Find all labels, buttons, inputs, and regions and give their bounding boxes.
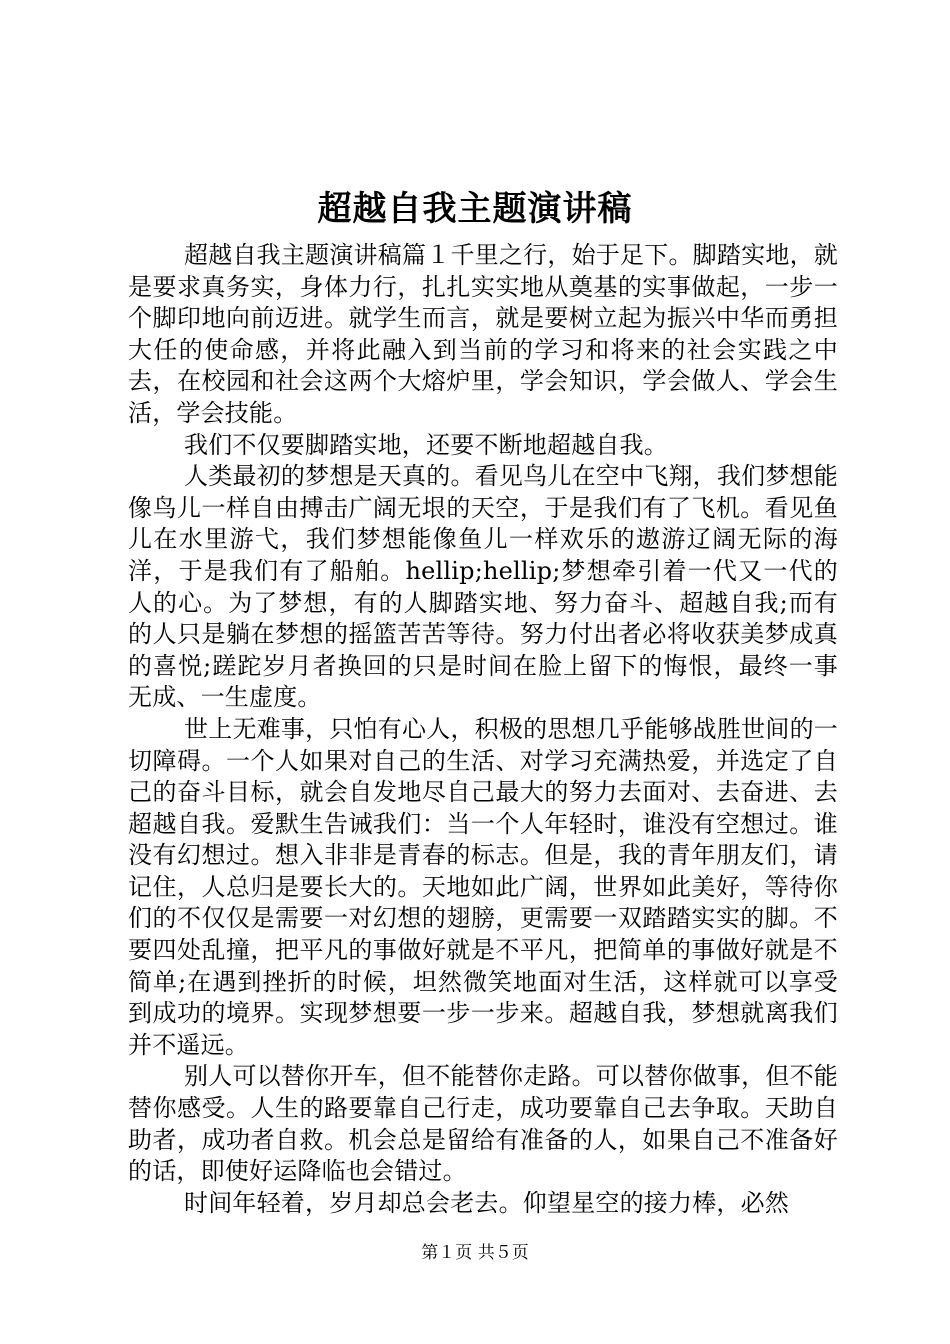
paragraph-3: 人类最初的梦想是天真的。看见鸟儿在空中飞翔，我们梦想能像鸟儿一样自由搏击广阔无垠的天空，于是我们有了飞机。看见鱼儿在水里游弋，我们梦想能像鱼儿一样欢乐的遨游辽阔无际的海洋，于是我们有了船舶。hellip;hellip;梦想牵引着一代又一代的人的心。为了梦想，有的人脚踏实地、努力奋斗、超越自我;而有的人只是躺在梦想的摇篮苦苦等待。努力付出者必将收获美梦成真的喜悦;蹉跎岁月者换回的只是时间在脸上留下的悔恨，最终一事无成、一生虚度。 <box>128 462 838 712</box>
page-number-footer: 第１页 共５页 <box>421 1243 529 1263</box>
paragraph-2: 我们不仅要脚踏实地，还要不断地超越自我。 <box>184 430 668 459</box>
paragraph-1: 超越自我主题演讲稿篇１千里之行，始于足下。脚踏实地，就是要求真务实，身体力行，扎扎实实地从奠基的实事做起，一步一个脚印地向前迈进。就学生而言，就是要树立起为振兴中华而勇担大任的使命感，并将此融入到当前的学习和将来的社会实践之中去，在校园和社会这两个大熔炉里，学会知识，学会做人、学会生活，学会技能。 <box>128 241 838 427</box>
paragraph-4: 世上无难事，只怕有心人，积极的思想几乎能够战胜世间的一切障碍。一个人如果对自己的生活、对学习充满热爱，并选定了自己的奋斗目标，就会自发地尽自己最大的努力去面对、去奋进、去超越自我。爱默生告诫我们：当一个人年轻时，谁没有空想过。谁没有幻想过。想入非非是青春的标志。但是，我的青年朋友们，请记住，人总归是要长大的。天地如此广阔，世界如此美好，等待你们的不仅仅是需要一对幻想的翅膀，更需要一双踏踏实实的脚。不要四处乱撞，把平凡的事做好就是不平凡，把简单的事做好就是不简单;在遇到挫折的时候，坦然微笑地面对生活，这样就可以享受到成功的境界。实现梦想要一步一步来。超越自我，梦想就离我们并不遥远。 <box>128 714 838 1059</box>
paragraph-6: 时间年轻着，岁月却总会老去。仰望星空的接力棒，必然 <box>184 1188 789 1217</box>
paragraph-5: 别人可以替你开车，但不能替你走路。可以替你做事，但不能替你感受。人生的路要靠自己行走，成功要靠自己去争取。天助自助者，成功者自救。机会总是留给有准备的人，如果自己不准备好的话，即使好运降临也会错过。 <box>128 1062 838 1186</box>
document-title: 超越自我主题演讲稿 <box>317 189 633 229</box>
document-body <box>128 240 838 1219</box>
